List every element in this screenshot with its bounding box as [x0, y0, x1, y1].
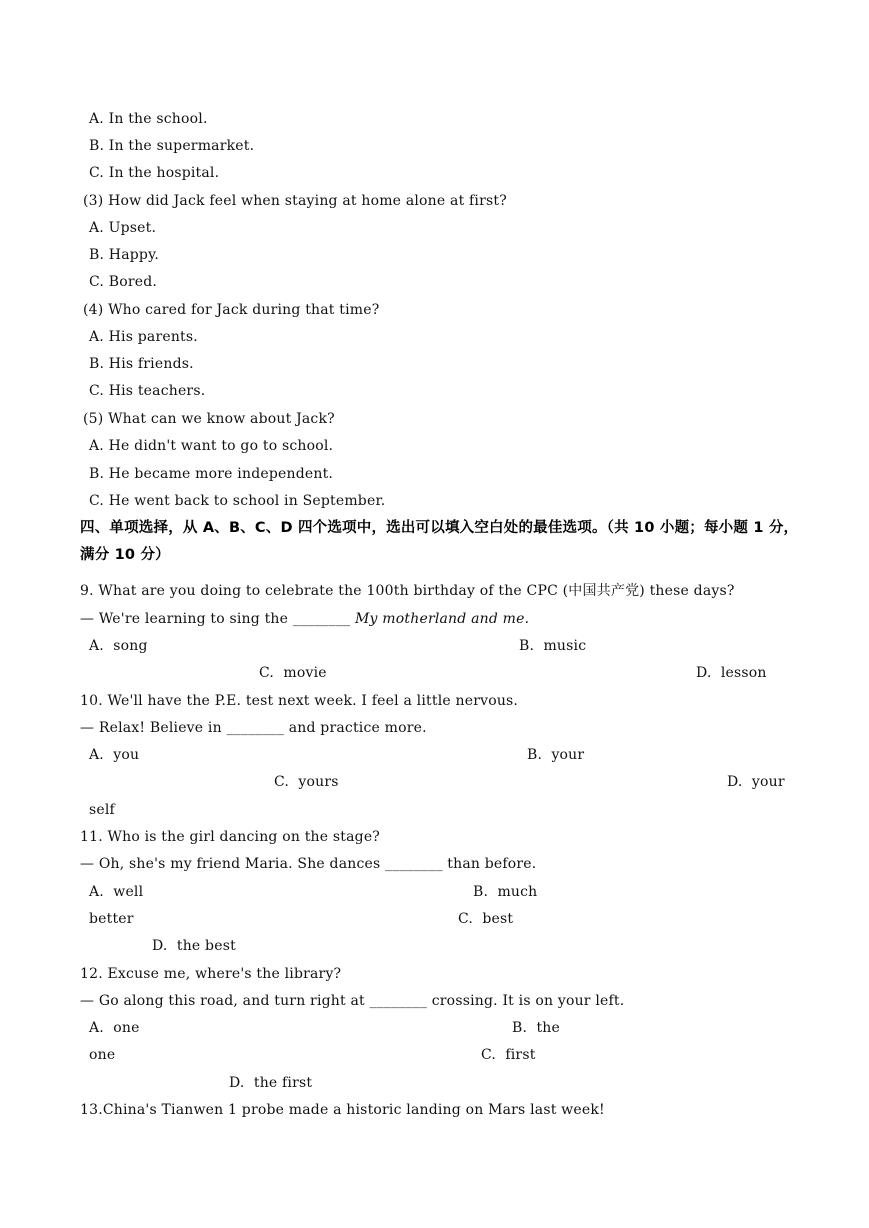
section-4-heading-line2: 满分 10 分）: [80, 547, 170, 563]
q5-option-c: C. He went back to school in September.: [89, 493, 386, 509]
q11-option-a: A. well: [89, 884, 144, 900]
q9-option-b: B. music: [519, 638, 587, 654]
q9-option-d: D. lesson: [696, 665, 767, 681]
q4-option-b: B. His friends.: [89, 356, 194, 372]
section-4-heading-line1: 四、单项选择，从 A、B、C、D 四个选项中，选出可以填入空白处的最佳选项。（共 10 小题；每小题 1 分，: [80, 520, 799, 536]
question-10-reply: — Relax! Believe in ________ and practice more.: [80, 720, 427, 736]
q12-option-b: B. the: [512, 1020, 560, 1036]
q12-option-a: A. one: [89, 1020, 140, 1036]
q12-option-b-continued: one: [89, 1047, 116, 1063]
question-9-reply-text: — We're learning to sing the ________: [80, 611, 356, 627]
q4-option-a: A. His parents.: [89, 329, 198, 345]
q2-option-c: C. In the hospital.: [89, 165, 220, 181]
question-5-stem: (5) What can we know about Jack?: [83, 411, 335, 427]
q10-option-c: C. yours: [274, 774, 339, 790]
q10-option-a: A. you: [89, 747, 140, 763]
q10-option-b: B. your: [527, 747, 585, 763]
q11-option-b: B. much: [473, 884, 538, 900]
q3-option-b: B. Happy.: [89, 247, 159, 263]
q5-option-a: A. He didn't want to go to school.: [89, 438, 334, 454]
q3-option-c: C. Bored.: [89, 274, 158, 290]
q2-option-a: A. In the school.: [89, 111, 208, 127]
question-9-reply-italic: My motherland and me.: [355, 611, 530, 627]
question-4-stem: (4) Who cared for Jack during that time?: [83, 302, 380, 318]
q5-option-b: B. He became more independent.: [89, 466, 334, 482]
q4-option-c: C. His teachers.: [89, 383, 206, 399]
q9-option-a: A. song: [89, 638, 148, 654]
q12-option-d: D. the first: [229, 1075, 313, 1091]
question-11-stem: 11. Who is the girl dancing on the stage?: [80, 829, 381, 845]
q3-option-a: A. Upset.: [89, 220, 157, 236]
q11-option-d: D. the best: [152, 938, 236, 954]
q10-option-d: D. your: [727, 774, 785, 790]
q2-option-b: B. In the supermarket.: [89, 138, 255, 154]
q12-option-c: C. first: [481, 1047, 536, 1063]
question-12-reply: — Go along this road, and turn right at ________ crossing. It is on your left.: [80, 993, 625, 1009]
question-9-reply: [80, 609, 529, 629]
question-9-stem: 9. What are you doing to celebrate the 100th birthday of the CPC (中国共产党) these days?: [80, 583, 735, 599]
q10-option-d-continued: self: [89, 802, 115, 818]
question-11-reply: — Oh, she's my friend Maria. She dances ________ than before.: [80, 856, 537, 872]
q11-option-c: C. best: [458, 911, 514, 927]
q11-option-b-continued: better: [89, 911, 134, 927]
question-10-stem: 10. We'll have the P.E. test next week. I feel a little nervous.: [80, 693, 519, 709]
question-12-stem: 12. Excuse me, where's the library?: [80, 966, 342, 982]
question-3-stem: (3) How did Jack feel when staying at home alone at first?: [83, 193, 507, 209]
q9-option-c: C. movie: [259, 665, 327, 681]
question-13-stem: 13.China's Tianwen 1 probe made a historic landing on Mars last week!: [80, 1102, 605, 1118]
